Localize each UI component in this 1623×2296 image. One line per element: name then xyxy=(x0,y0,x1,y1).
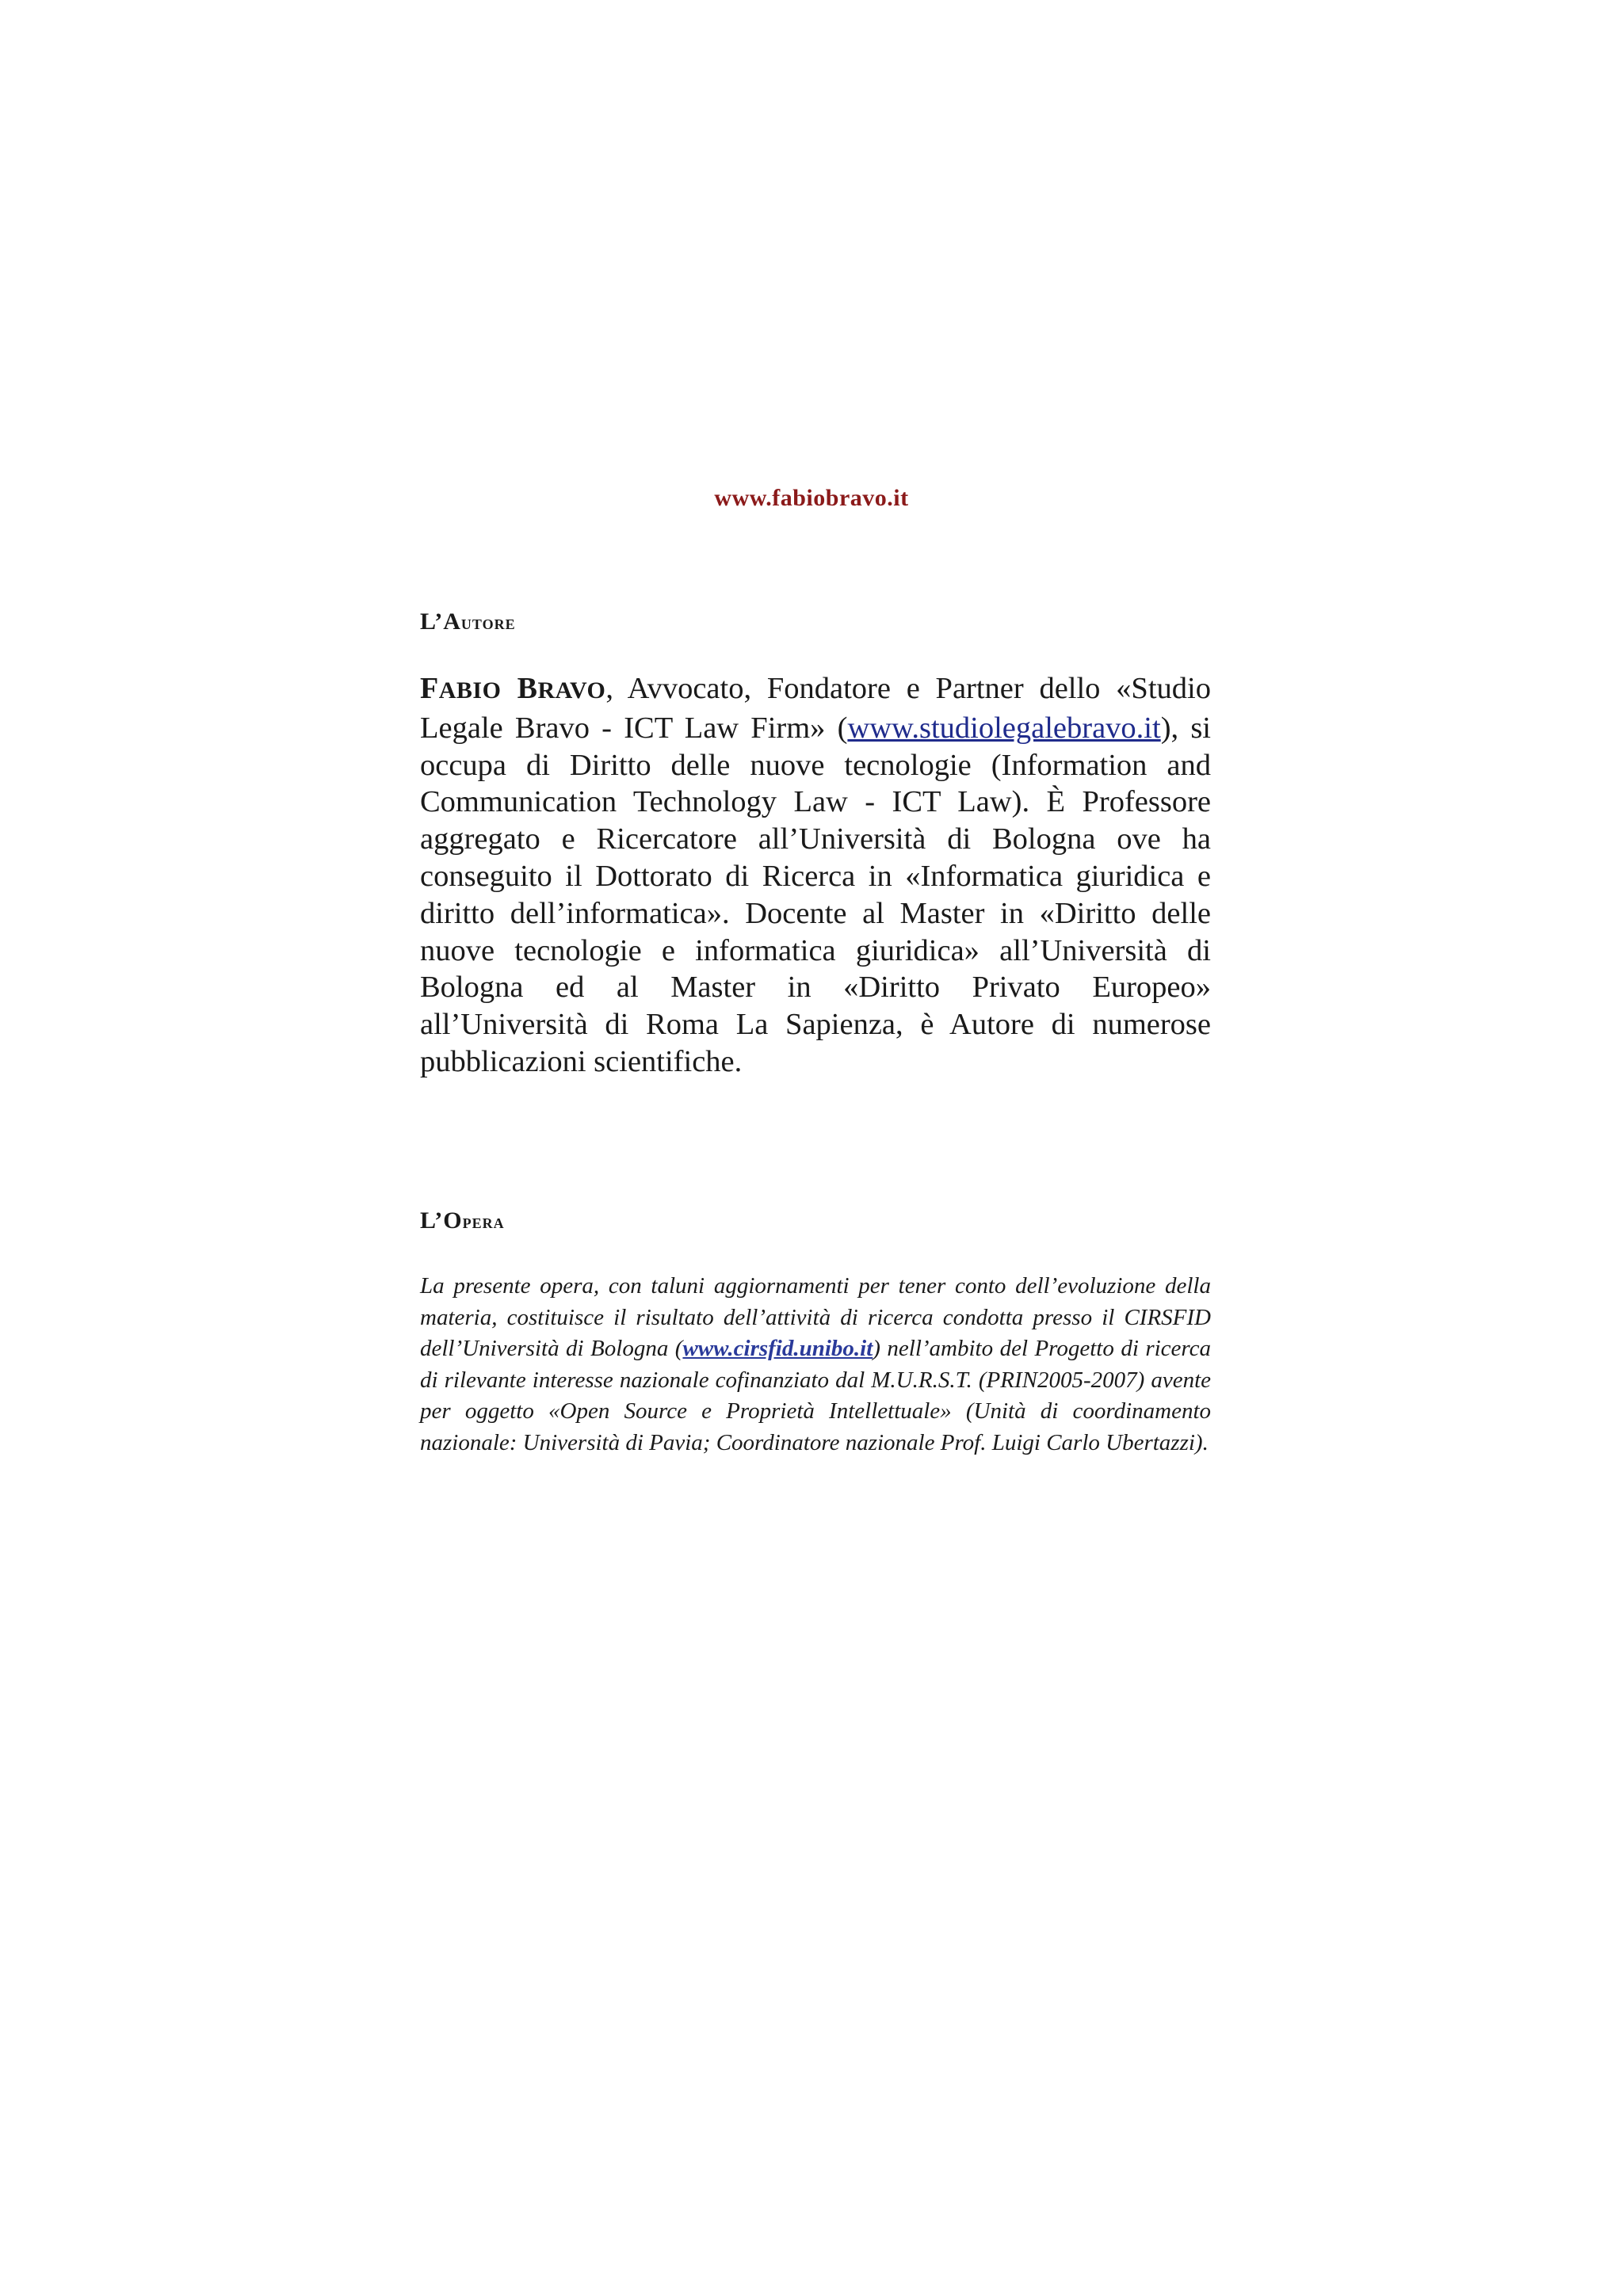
author-heading-lead: L’A xyxy=(420,608,461,635)
opera-heading-lead: L’O xyxy=(420,1207,463,1234)
author-bio xyxy=(420,670,1211,1081)
author-heading-rest: utore xyxy=(460,611,516,634)
cirsfid-website-link[interactable]: www.cirsfid.unibo.it xyxy=(682,1336,873,1361)
studio-website-link[interactable]: www.studiolegalebravo.it xyxy=(847,711,1161,745)
author-bio-text-2: ), si occupa di Diritto delle nuove tecnologie (Information and Communication Technology Law - ICT Law). È Professore aggregato e Ricercatore all’Università di Bologna ove ha conseguito il Dottorato di Ricerca in «Informatica giuridica e diritto dell’informatica». Docente al Master in «Diritto delle nuove tecnologie e informatica giuridica» all’Università di Bologna ed al Master in «Diritto Privato Europeo» all’Università di Roma La Sapienza, è Autore di numerose pubblicazioni scientifiche. xyxy=(420,711,1211,1078)
opera-text-1: La presente opera, con taluni aggiornamenti per tener conto dell’evoluzione della materia, costituisce il risultato dell’attività di ricerca condotta presso il CIRSFID dell’Università di Bologna ( xyxy=(420,1273,1211,1361)
site-url-header: www.fabiobravo.it xyxy=(714,485,909,511)
author-name: FABIO BRAVO xyxy=(420,672,606,705)
opera-section-heading xyxy=(420,1207,1211,1234)
author-bio-text-1: , Avvocato, Fondatore e Partner dello «Studio Legale Bravo - ICT Law Firm» ( xyxy=(420,672,1211,745)
opera-heading-rest: pera xyxy=(462,1210,505,1233)
author-section-heading xyxy=(420,608,1211,635)
opera-text-2: ) nell’ambito del Progetto di ricerca di rilevante interesse nazionale cofinanziato dal M.U.R.S.T. (PRIN2005-2007) avente per oggetto «Open Source e Proprietà Intellettuale» (Unità di coordinamento nazionale: Università di Pavia; Coordinatore nazionale Prof. Luigi Carlo Ubertazzi). xyxy=(420,1336,1212,1455)
opera-description xyxy=(420,1271,1211,1459)
